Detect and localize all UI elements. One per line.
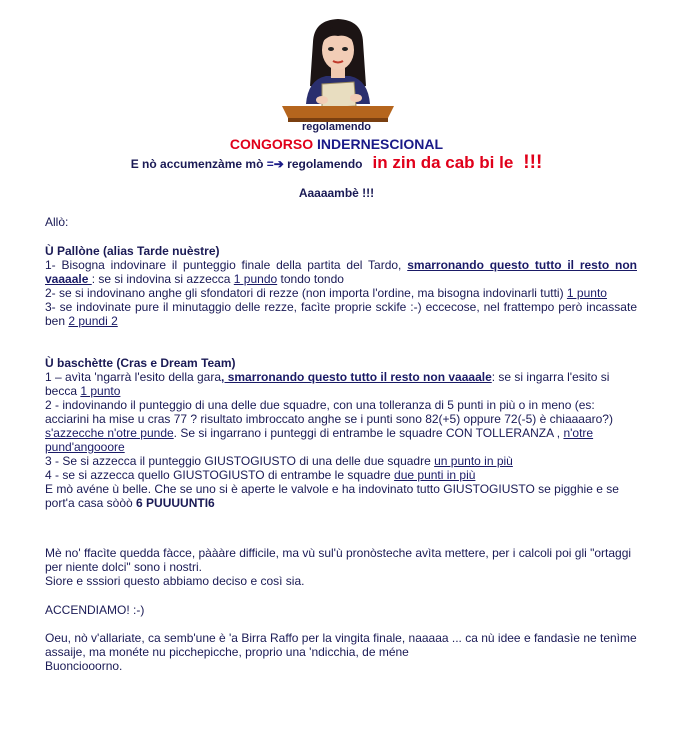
- rule-text: E mò avéne ù belle. Che se uno si è aperte le valvole e ha indovinato tutto GIUSTOGIUSTO se pigghie e se port'a casa sòòò: [45, 482, 619, 510]
- header-caption: [0, 121, 673, 133]
- section-heading: Ù baschètte (Cras e Dream Team): [45, 356, 236, 370]
- closing-farewell: [45, 631, 637, 673]
- points-link[interactable]: 1 punto: [80, 384, 121, 398]
- section-pallone: [45, 244, 637, 328]
- closing-paragraph: [45, 546, 637, 588]
- rule-item: [45, 482, 637, 510]
- intro-text: [45, 215, 637, 229]
- rule-text: 4 - se si azzecca quello GIUSTOGIUSTO di entrambe le squadre: [45, 468, 395, 482]
- points-link[interactable]: s'azzecche n'otre punde: [45, 426, 174, 440]
- rule-text: : se si indovina si azzecca: [91, 272, 234, 286]
- line-prefix: E nò accumenzàme mò: [130, 157, 264, 171]
- line-word: regolamendo: [283, 157, 363, 171]
- points-link[interactable]: n'otre pund'angooore: [45, 426, 594, 454]
- rule-text: tondo tondo: [277, 272, 344, 286]
- points-link[interactable]: due punti in più: [394, 468, 476, 482]
- intro-label: Allò:: [45, 215, 69, 229]
- rule-highlight[interactable]: smarronando questo tutto il resto non vaaaale: [45, 258, 637, 286]
- rule-text: 2- se si indovinano anghe gli sfondatori di rezze (non importa l'ordine, ma bisogna indovinarli tutti): [45, 286, 567, 300]
- rule-text: 1 – avìta 'ngarrà l'esito della gara: [45, 370, 222, 384]
- rule-text: 1- Bisogna indovinare il punteggio finale della partita del Tardo,: [45, 258, 408, 272]
- caption-text: regolamendo: [301, 121, 372, 133]
- closing-text: ACCENDIAMO! :-): [45, 603, 145, 617]
- closing-text: Siore e sssiori questo abbiamo deciso e così sia.: [45, 574, 305, 588]
- rule-item: [45, 454, 637, 468]
- title-part2: INDERNESCIONAL: [313, 136, 444, 152]
- section-heading: Ù Pallòne (alias Tarde nuèstre): [45, 244, 220, 258]
- shout-text: Aaaaambè !!!: [298, 186, 375, 200]
- points-link[interactable]: un punto in più: [434, 454, 513, 468]
- points-link[interactable]: 1 pundo: [233, 272, 278, 286]
- intro-line: [0, 152, 673, 174]
- section-baschette: [45, 356, 637, 510]
- rule-text: 2 - indovinando il punteggio di una delle due squadre, con una tolleranza di 5 punti in più o in meno (es: acciarini ha mise u cras 77 ? risultato imbroccato anghe se i punti sono 82(+5) oppure 72(-5) è chiaaaaro?): [45, 398, 613, 426]
- page-title: [0, 136, 673, 152]
- rule-item: [45, 370, 637, 398]
- line-exclaim: !!!: [523, 152, 543, 173]
- shout-line: [0, 186, 673, 200]
- rule-highlight[interactable]: , smarronando questo tutto il resto non vaaaale: [221, 370, 492, 384]
- rule-item: [45, 258, 637, 286]
- points-link[interactable]: 1 punto: [566, 286, 607, 300]
- closing-shout: [45, 603, 637, 617]
- closing-text: Oeu, nò v'allariate, ca semb'une è 'a Birra Raffo per la vingita finale, naaaaa ... ca nù idee e fandasìe ne tenìme assaije, ma monéte nu picchepicche, proprio una 'ndicchia, de méne: [45, 631, 637, 659]
- rule-text: . Se si ingarrano i punteggi di entrambe le squadre CON TOLLERANZA ,: [173, 426, 564, 440]
- rule-item: [45, 300, 637, 328]
- rule-item: [45, 398, 637, 454]
- rule-text: 3 - Se si azzecca il punteggio GIUSTOGIUSTO di una delle due squadre: [45, 454, 435, 468]
- closing-text: Mè no' ffacìte quedda fàcce, pàààre difficile, ma vù sul'ù pronòsteche avìta mettere, per i calcoli poi gli "ortaggi per niente dolci" sono i nostri.: [45, 546, 632, 574]
- right-arrow-icon: =➔: [266, 157, 284, 171]
- rule-text: 3- se indovinate pure il minutaggio delle rezze, facìte proprie sckife :-) eccecose, nel frattempo però incassate ben: [45, 300, 637, 328]
- title-part1: CONGORSO: [229, 136, 314, 152]
- points-highlight: 6 PUUUUNTI6: [136, 496, 215, 510]
- rule-text: : se si ingarra l'esito si becca: [45, 370, 610, 398]
- closing-text: Buonciooorno.: [45, 659, 123, 673]
- rule-item: [45, 468, 637, 482]
- points-link[interactable]: 2 pundi 2: [68, 314, 118, 328]
- line-red: in zin da cab bi le: [372, 153, 514, 172]
- girl-reading-at-desk-illustration: [278, 14, 398, 124]
- rule-item: [45, 286, 637, 300]
